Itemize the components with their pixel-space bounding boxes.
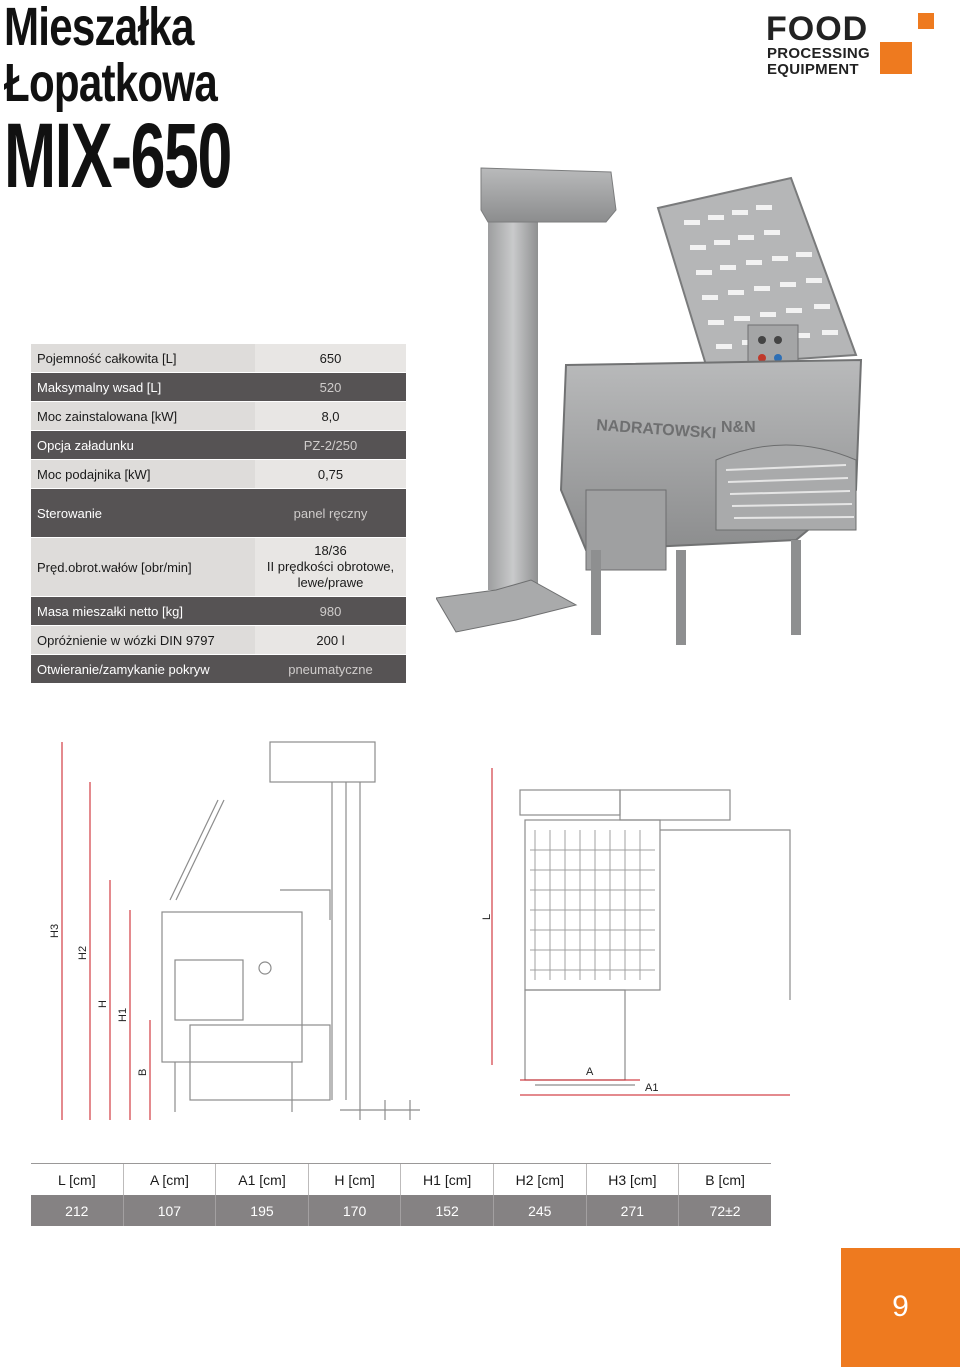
spec-value-multiline (255, 538, 406, 597)
dimension-value: 170 (308, 1195, 401, 1226)
grid-pattern (530, 830, 655, 980)
front-view (520, 790, 790, 1085)
machine-leg (591, 550, 601, 635)
dim-label-h2: H2 (77, 945, 89, 960)
spec-label: Masa mieszałki netto [kg] (31, 597, 255, 626)
dimension-header: A [cm] (123, 1164, 216, 1196)
spec-label: Otwieranie/zamykanie pokryw (31, 655, 255, 684)
dimension-lines (62, 742, 790, 1120)
company-logo (766, 12, 936, 78)
spec-row (31, 373, 406, 402)
spec-row (31, 626, 406, 655)
spec-row (31, 402, 406, 431)
spec-row (31, 431, 406, 460)
dimension-value: 107 (123, 1195, 216, 1226)
logo-text-processing: PROCESSING (767, 45, 871, 62)
spec-value-line: 18/36 (314, 543, 347, 558)
dim-label-l: L (481, 913, 493, 920)
spec-label: Pojemność całkowita [L] (31, 344, 255, 373)
spec-row (31, 460, 406, 489)
title-line-2: Łopatkowa (4, 53, 217, 113)
spec-label: Opróżnienie w wózki DIN 9797 (31, 626, 255, 655)
dimensions-header-row (31, 1164, 771, 1196)
dimension-header: B [cm] (679, 1164, 771, 1196)
dimension-header: H1 [cm] (401, 1164, 494, 1196)
spec-value: 0,75 (255, 460, 406, 489)
dim-label-b: B (137, 1068, 149, 1076)
dimension-value: 271 (586, 1195, 679, 1226)
spec-label: Pręd.obrot.wałów [obr/min] (31, 538, 255, 597)
dimension-header: L [cm] (31, 1164, 123, 1196)
dimensions-value-row (31, 1195, 771, 1226)
spec-label: Moc podajnika [kW] (31, 460, 255, 489)
brand-text: NADRATOWSKI (595, 417, 717, 443)
product-photo (436, 160, 960, 668)
spec-value: pneumatyczne (255, 655, 406, 684)
spec-row (31, 538, 406, 597)
spec-value: panel ręczny (255, 489, 406, 538)
spec-row (31, 344, 406, 373)
dim-label-h1: H1 (117, 1007, 129, 1022)
model-title: MIX-650 (4, 105, 231, 207)
spec-value-line: lewe/prawe (297, 575, 364, 590)
spec-label: Sterowanie (31, 489, 255, 538)
control-button-icon (758, 336, 766, 344)
page-number: 9 (892, 1290, 909, 1323)
dim-label-h: H (97, 1000, 109, 1008)
spec-label: Opcja załadunku (31, 431, 255, 460)
dim-label-a: A (586, 1066, 594, 1078)
machine-leg (791, 540, 801, 635)
machine-leg (676, 550, 686, 645)
logo-square-small (918, 13, 934, 29)
title-line-1: Mieszałka (4, 0, 194, 57)
dimension-value: 195 (216, 1195, 309, 1226)
dimension-value: 72±2 (679, 1195, 771, 1226)
spec-row (31, 597, 406, 626)
spec-table (31, 344, 406, 684)
dimension-value: 152 (401, 1195, 494, 1226)
spec-value: 980 (255, 597, 406, 626)
spec-label: Maksymalny wsad [L] (31, 373, 255, 402)
logo-text-food: FOOD (766, 10, 869, 48)
dimension-value: 245 (493, 1195, 586, 1226)
spec-value: 200 l (255, 626, 406, 655)
dim-label-h3: H3 (49, 923, 61, 938)
spec-value: 8,0 (255, 402, 406, 431)
dimensions-table (31, 1163, 771, 1226)
dimension-value: 212 (31, 1195, 123, 1226)
page-number-box (841, 1248, 960, 1367)
spec-value: 650 (255, 344, 406, 373)
dimension-header: H3 [cm] (586, 1164, 679, 1196)
spec-value-line: II prędkości obrotowe, (266, 559, 395, 574)
brand-logo-text: N&N (721, 419, 756, 436)
spec-value: PZ-2/250 (255, 431, 406, 460)
lift-column (488, 210, 538, 590)
control-button-icon (774, 336, 782, 344)
technical-drawing (40, 720, 840, 1140)
spec-label: Moc zainstalowana [kW] (31, 402, 255, 431)
spec-value: 520 (255, 373, 406, 402)
lift-arm (436, 580, 576, 632)
dimension-header: H [cm] (308, 1164, 401, 1196)
logo-text-equipment: EQUIPMENT (767, 61, 859, 78)
side-view (162, 742, 420, 1120)
spec-row (31, 655, 406, 684)
spec-row (31, 489, 406, 538)
dim-label-a1: A1 (645, 1082, 659, 1094)
dimension-header: A1 [cm] (216, 1164, 309, 1196)
lift-head (481, 168, 616, 222)
logo-square-large (880, 42, 912, 74)
dimension-header: H2 [cm] (493, 1164, 586, 1196)
